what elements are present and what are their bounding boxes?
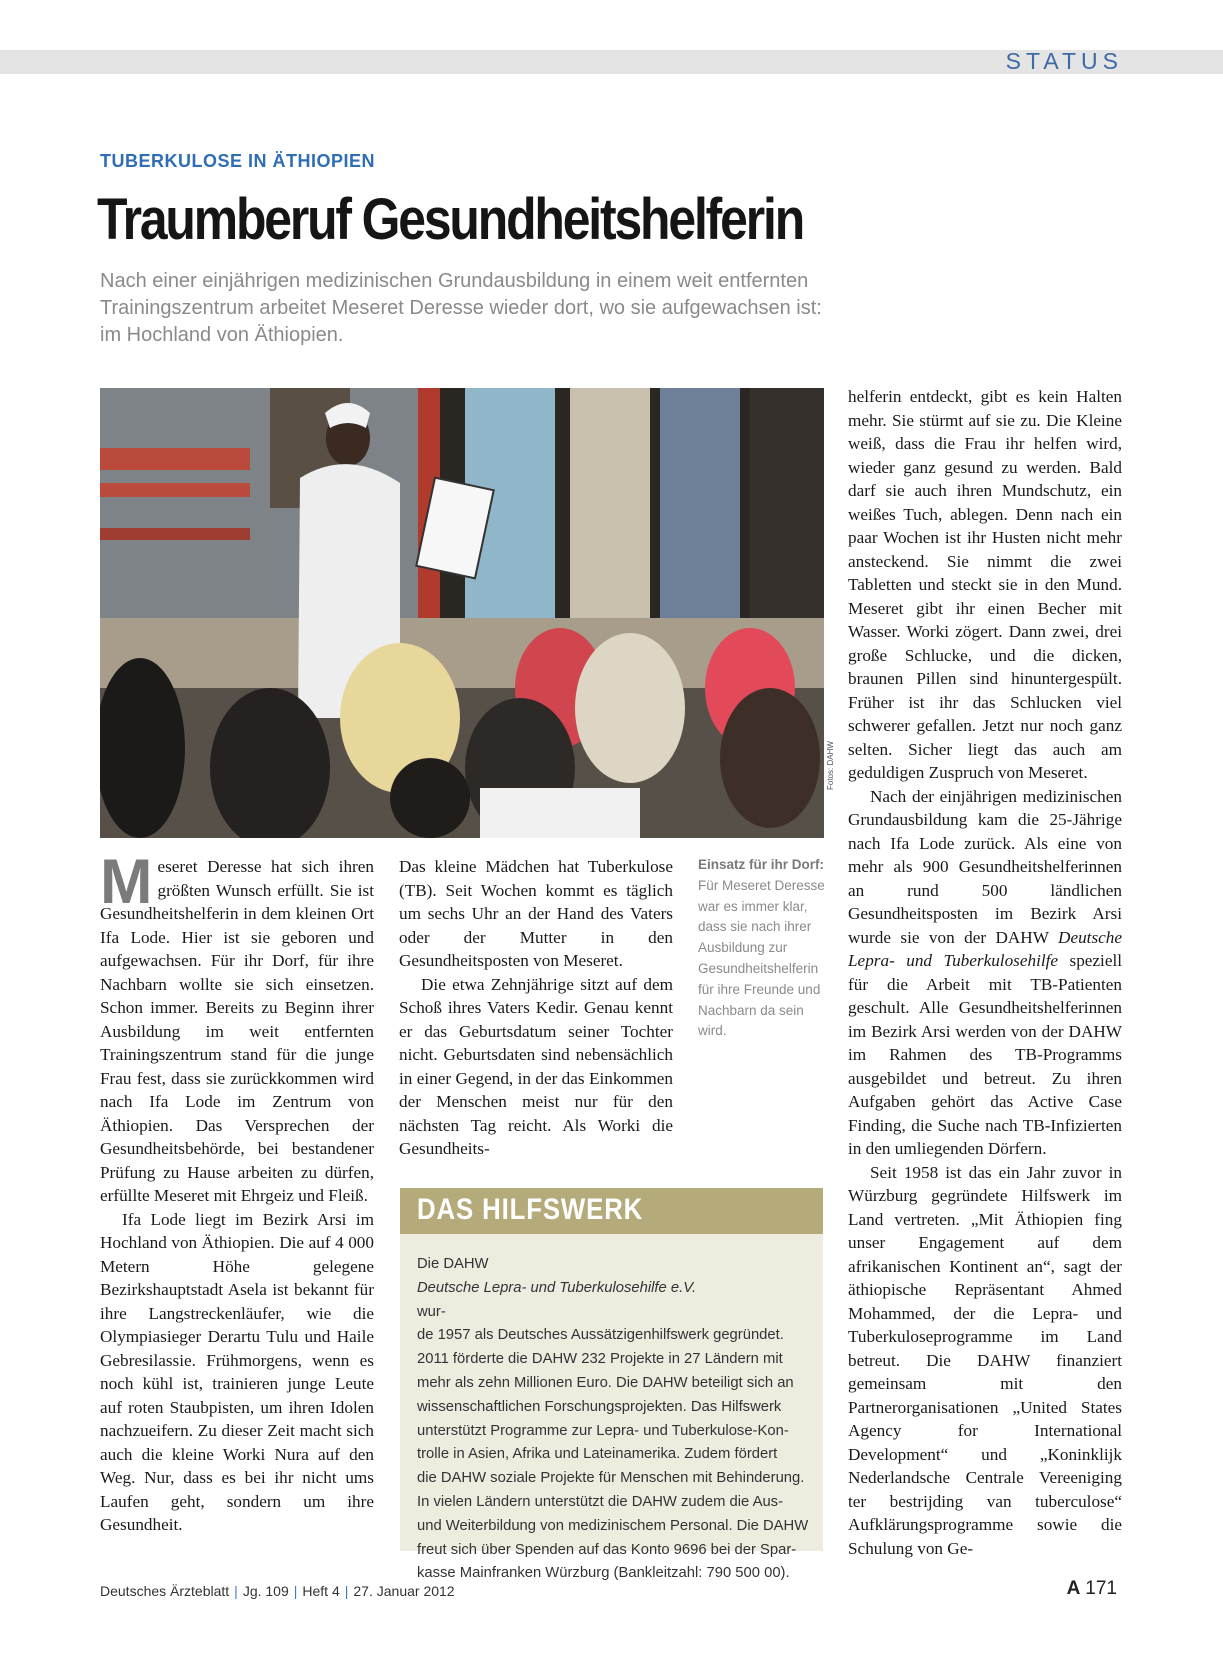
page-number xyxy=(1067,1578,1117,1600)
separator: | xyxy=(234,1583,238,1599)
page-prefix: A xyxy=(1066,1578,1081,1599)
paragraph: Ifa Lode liegt im Bezirk Arsi im Hochland von Äthiopien. Die auf 4 000 Metern Höhe gelegene Bezirkshauptstadt Asela ist bekannt für ihre Langstreckenläufer, wie die Olympiasieger Derartu Tulu und Haile Gebresilassie. Frühmorgens, wenn es noch kühl ist, trainieren junge Leute auf roten Staubpisten, um ihren Idolen nachzueifern. Zu dieser Zeit macht sich auch die kleine Worki Nura auf den Weg. Nur, dass es bei ihr nicht ums Laufen geht, sondern um ihre Gesundheit. xyxy=(100,1209,374,1534)
info-box-line: trolle in Asien, Afrika und Lateinamerika. Zudem fördert xyxy=(417,1446,778,1463)
article-photo xyxy=(100,388,824,838)
caption-title: Einsatz für ihr Dorf: xyxy=(698,857,825,872)
info-box-title: DAS HILFSWERK xyxy=(417,1193,644,1226)
article-column-2 xyxy=(399,855,673,1161)
caption-text: Für Meseret Deresse war es immer klar, dass sie nach ihrer Ausbildung zur Gesundheitshelferin für ihre Freunde und Nachbarn da sein wird. xyxy=(698,877,825,1039)
article-lead xyxy=(100,268,980,349)
info-box-line: kasse Mainfranken Würzburg (Bankleitzahl: 790 500 00). xyxy=(417,1565,790,1582)
journal-date: 27. Januar 2012 xyxy=(353,1583,455,1599)
journal-name: Deutsches Ärzteblatt xyxy=(100,1583,230,1599)
paragraph: Die etwa Zehnjährige sitzt auf dem Schoß ihres Vaters Kedir. Genau kennt er das Geburtsdatum seiner Tochter nicht. Geburtsdaten sind nebensächlich in einer Gegend, in der das Einkommen der Menschen meist nur für den nächsten Tag reicht. Als Worki die Gesundheits- xyxy=(399,974,673,1158)
lead-line: Trainingszentrum arbeitet Meseret Deresse wieder dort, wo sie aufgewachsen ist: xyxy=(100,297,822,319)
photo-illustration xyxy=(100,388,824,838)
photo-caption xyxy=(698,855,828,1042)
article-column-1 xyxy=(100,847,374,1537)
paragraph: helferin entdeckt, gibt es kein Halten mehr. Sie stürmt auf sie zu. Die Kleine weiß, dass die Frau ihr helfen wird, wieder ganz gesund zu werden. Bald darf sie auch ihren Mundschutz, ein weißes Tuch, ablegen. Denn nach ein paar Wochen ist ihr Husten nicht mehr ansteckend. Sie nimmt die zwei Tabletten und steckt sie in den Mund. Meseret gibt ihr einen Becher mit Wasser. Worki zögert. Dann zwei, drei große Schlucke, und die dicken, braunen Pillen sind hinuntergespült. Früher ist ihr das Schlucken viel schwerer gefallen. Jetzt nur noch ganz selten. Sicher liegt das auch am geduldigen Zuspruch von Meseret. xyxy=(848,387,1122,782)
paragraph-text: speziell für die Arbeit mit TB-Patienten geschult. Alle Gesundheitshelferinnen im Bezirk Arsi werden von der DAHW im Rahmen des TB-Programms ausgebildet und betreut. Zu ihren Aufgaben gehört das Active Case Finding, die Suche nach TB-Infizierten in den umliegenden Dörfern. xyxy=(848,951,1122,1158)
drop-cap: M xyxy=(100,847,153,917)
info-box-line: In vielen Ländern unterstützt die DAHW zudem die Aus- xyxy=(417,1493,783,1510)
paragraph: Das kleine Mädchen hat Tuberkulose (TB). Seit Wochen kommt es täglich um sechs Uhr an der Hand des Vaters oder der Mutter in den Gesundheitsposten von Meseret. xyxy=(399,857,673,970)
info-box xyxy=(400,1188,823,1582)
info-box-text: wur- xyxy=(417,1303,446,1320)
separator: | xyxy=(344,1583,349,1599)
separator: | xyxy=(293,1583,298,1599)
paragraph-text: Nach der einjährigen medizinischen Grundausbildung kam die 25-Jährige nach Ifa Lode zurück. Als eine von mehr als 900 Gesundheitshelferinnen an rund 500 ländlichen Gesundheitsposten im Bezirk Arsi wurde sie von der DAHW xyxy=(848,786,1122,947)
info-box-line: wissenschaftlichen Forschungsprojekten. Das Hilfswerk xyxy=(417,1398,782,1415)
organization-name: Deutsche Lepra- und Tuberkulosehilfe e.V. xyxy=(417,1279,697,1296)
info-box-line: mehr als zehn Millionen Euro. Die DAHW beteiligt sich an xyxy=(417,1374,794,1391)
article-title: Traumberuf Gesundheitshelferin xyxy=(97,187,804,252)
info-box-line: de 1957 als Deutsches Aussätzigenhilfswerk gegründet. xyxy=(417,1327,784,1344)
info-box-line: 2011 förderte die DAHW 232 Projekte in 27 Ländern mit xyxy=(417,1351,783,1368)
info-box-line: unterstützt Programme zur Lepra- und Tuberkulose-Kon- xyxy=(417,1422,789,1439)
info-box-line: und Weiterbildung von medizinischem Personal. Die DAHW xyxy=(417,1517,809,1534)
paragraph xyxy=(848,785,1122,1161)
info-box-line xyxy=(417,1253,809,1324)
info-box-text: Die DAHW xyxy=(417,1256,489,1272)
lead-line: im Hochland von Äthiopien. xyxy=(100,324,344,346)
article-column-3 xyxy=(848,385,1122,1560)
organization-name: Deutsche Lepra- und Tuberkulosehilfe xyxy=(848,927,1122,970)
lead-line: Nach einer einjährigen medizinischen Grundausbildung in einem weit entfernten xyxy=(100,270,809,292)
paragraph xyxy=(100,847,374,1208)
journal-issue: Heft 4 xyxy=(302,1583,340,1599)
article-kicker: TUBERKULOSE IN ÄTHIOPIEN xyxy=(100,151,376,171)
paragraph-text: eseret Deresse hat sich ihren größten Wunsch erfüllt. Sie ist Gesundheitshelferin in dem kleinen Ort Ifa Lode. Hier ist sie geboren und aufgewachsen. Für ihr Dorf, für ihre Nachbarn wollte sie sich einsetzen. Schon immer. Bereits zu Beginn ihrer Ausbildung im weit entfernten Trainingszentrum stand für die junge Frau fest, dass sie zurückkommen wird nach Ifa Lode im Zentrum von Äthiopien. Das Versprechen der Gesundheitsbehörde, bei bestandener Prüfung zu Hause arbeiten zu dürfen, erfüllte Meseret mit Ehrgeiz und Fleiß. xyxy=(100,857,374,1205)
photo-credit: Fotos: DAHW xyxy=(826,741,835,790)
info-box-line: die DAHW soziale Projekte für Menschen mit Behinderung. xyxy=(417,1470,805,1487)
page-number-value: 171 xyxy=(1085,1578,1117,1599)
journal-volume: Jg. 109 xyxy=(242,1583,289,1599)
info-box-body xyxy=(417,1253,809,1586)
info-box-header xyxy=(400,1188,823,1234)
paragraph: Seit 1958 ist das ein Jahr zuvor in Würzburg gegründete Hilfswerk im Land vertreten. „Mit Äthiopien fing unser Engagement auf dem afrikanischen Kontinent an“, sagt der äthiopische Repräsentant Ahmed Mohammed, der die Lepra- und Tuberkuloseprogramme im Land betreut. Die DAHW finanziert gemeinsam mit den Partnerorganisationen „United States Agency for International Development“ und „Koninklijk Nederlandsche Centrale Vereeniging ter bestrijding van tuberculose“ Aufklärungsprogramme sowie die Schulung von Ge- xyxy=(848,1162,1122,1558)
info-box-line: freut sich über Spenden auf das Konto 9696 bei der Spar- xyxy=(417,1541,797,1558)
section-label: STATUS xyxy=(1005,48,1123,74)
page-footer xyxy=(100,1583,455,1599)
